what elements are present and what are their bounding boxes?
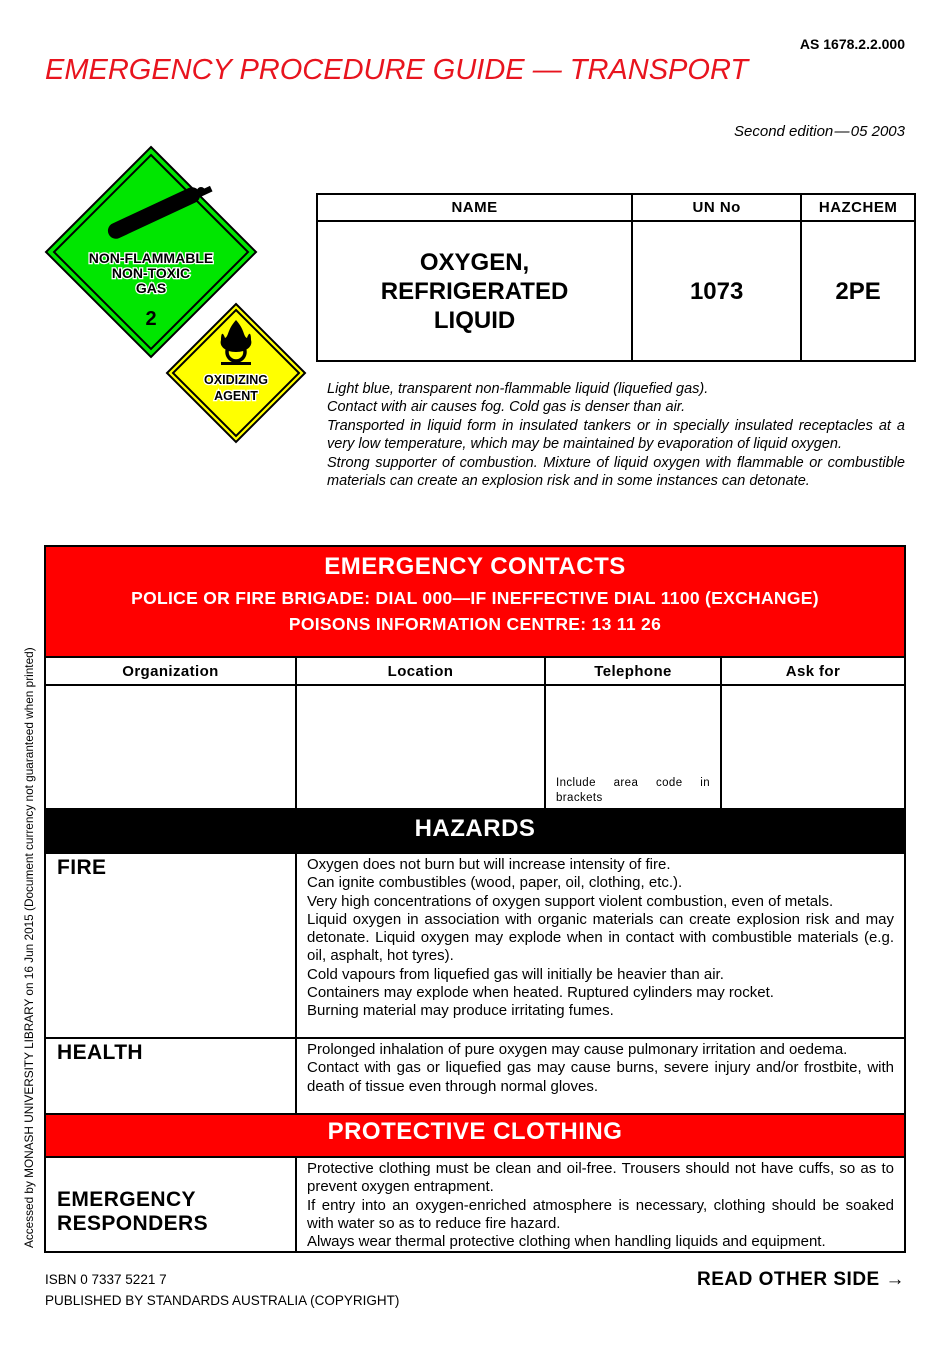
emergency-contacts-banner [46, 547, 904, 658]
identification-table [316, 193, 916, 362]
oxidizing-agent-diamond-label [165, 302, 307, 444]
oxidizer-label-line2: AGENT [214, 389, 258, 403]
standard-code: AS 1678.2.2.000 [799, 36, 905, 52]
read-other-side-note: READ OTHER SIDE → [696, 1269, 905, 1290]
class2-number: 2 [145, 308, 157, 330]
contacts-table [46, 658, 904, 810]
name-header: NAME [317, 194, 632, 221]
protective-clothing-title: PROTECTIVE CLOTHING [46, 1115, 904, 1158]
page-title: EMERGENCY PROCEDURE GUIDE — TRANSPORT [45, 54, 749, 86]
substance-name-line2: REFRIGERATED [380, 277, 569, 305]
fire-hazard-line: Containers may explode when heated. Ruptured cylinders may rocket. [307, 984, 774, 1002]
hazchem-code: 2PE [801, 221, 915, 361]
health-hazard-row [46, 1039, 904, 1115]
class2-label-line1: NON-FLAMMABLE [88, 250, 214, 266]
protective-clothing-line: Always wear thermal protective clothing when handling liquids and equipment. [307, 1233, 826, 1251]
police-fire-contact: POLICE OR FIRE BRIGADE: DIAL 000—IF INEFFECTIVE DIAL 1100 (EXCHANGE) [131, 588, 819, 608]
fire-hazard-row [46, 852, 904, 1039]
telephone-note: Include area code in brackets [556, 777, 710, 804]
ask-for-header: Ask for [721, 658, 904, 685]
hazchem-header: HAZCHEM [801, 194, 915, 221]
fire-hazard-text [297, 854, 904, 1037]
edition-date: Second edition — 05 2003 [734, 123, 905, 140]
publisher: PUBLISHED BY STANDARDS AUSTRALIA (COPYRIGHT) [45, 1293, 400, 1308]
fire-hazard-line: Very high concentrations of oxygen support violent combustion, even of metals. [307, 892, 834, 910]
emergency-responders-row [46, 1158, 904, 1251]
description-line: Strong supporter of combustion. Mixture of liquid oxygen with flammable or combustible materials can create an explosion risk and in some instances can detonate. [327, 454, 905, 490]
un-number-header: UN No [632, 194, 801, 221]
description-line: Contact with air causes fog. Cold gas is denser than air. [327, 399, 686, 416]
hazards-title: HAZARDS [46, 810, 904, 852]
emergency-procedure-grid [44, 545, 906, 1253]
poisons-contact: POISONS INFORMATION CENTRE: 13 11 26 [288, 614, 662, 634]
protective-clothing-line: Protective clothing must be clean and oil-free. Trousers should not have cuffs, so as to prevent oxygen entrapment. [307, 1160, 894, 1196]
un-number: 1073 [632, 221, 801, 361]
protective-clothing-line: If entry into an oxygen-enriched atmosphere is necessary, clothing should be soaked with water so as to reduce fire hazard. [307, 1196, 894, 1232]
health-hazard-line: Prolonged inhalation of pure oxygen may cause pulmonary irritation and oedema. [307, 1041, 848, 1058]
fire-hazard-line: Cold vapours from liquefied gas will initially be heavier than air. [307, 965, 724, 983]
substance-name-line1: OXYGEN, [419, 248, 530, 276]
location-cell[interactable] [296, 685, 545, 809]
class2-label-line3: GAS [135, 280, 167, 296]
emergency-contacts-title: EMERGENCY CONTACTS [324, 553, 626, 580]
telephone-cell[interactable] [545, 685, 721, 809]
health-hazard-text [297, 1039, 904, 1113]
ask-for-cell[interactable] [721, 685, 904, 809]
telephone-header: Telephone [545, 658, 721, 685]
organization-cell[interactable] [46, 685, 296, 809]
description-line: Light blue, transparent non-flammable liquid (liquefied gas). [327, 381, 709, 397]
oxidizer-label-line1: OXIDIZING [204, 373, 268, 387]
health-hazard-line: Contact with gas or liquefied gas may cause burns, severe injury and/or frostbite, with death of tissue even through normal gloves. [307, 1059, 894, 1095]
protective-clothing-text [297, 1158, 904, 1251]
fire-hazard-line: Can ignite combustibles (wood, paper, oil, clothing, etc.). [307, 874, 683, 892]
fire-hazard-line: Liquid oxygen in association with organic materials can create explosion risk and may detonate. Liquid oxygen may explode when in contact with combustible materials (e.g. oil, asphalt, hot tyres). [307, 910, 894, 965]
substance-description [327, 380, 905, 490]
fire-hazard-line: Burning material may produce irritating fumes. [307, 1002, 614, 1020]
class2-label-line2: NON-TOXIC [111, 265, 191, 281]
isbn: ISBN 0 7337 5221 7 [45, 1272, 167, 1287]
access-note: Accessed by MONASH UNIVERSITY LIBRARY on 16 Jun 2015 (Document currency not guaranteed when printed) [22, 647, 36, 1248]
substance-name-line3: LIQUID [433, 306, 516, 334]
fire-label: FIRE [46, 854, 297, 1037]
organization-header: Organization [46, 658, 296, 685]
fire-hazard-line: Oxygen does not burn but will increase intensity of fire. [307, 856, 671, 873]
emergency-responders-label-line2: RESPONDERS [57, 1211, 209, 1235]
substance-name [317, 221, 632, 361]
health-label: HEALTH [46, 1039, 297, 1113]
location-header: Location [296, 658, 545, 685]
emergency-responders-label-line1: EMERGENCY [57, 1187, 196, 1211]
description-line: Transported in liquid form in insulated tankers or in specially insulated receptacles at a very low temperature, which may be maintained by evaporation of liquid oxygen. [327, 417, 905, 453]
emergency-responders-label [46, 1158, 297, 1251]
